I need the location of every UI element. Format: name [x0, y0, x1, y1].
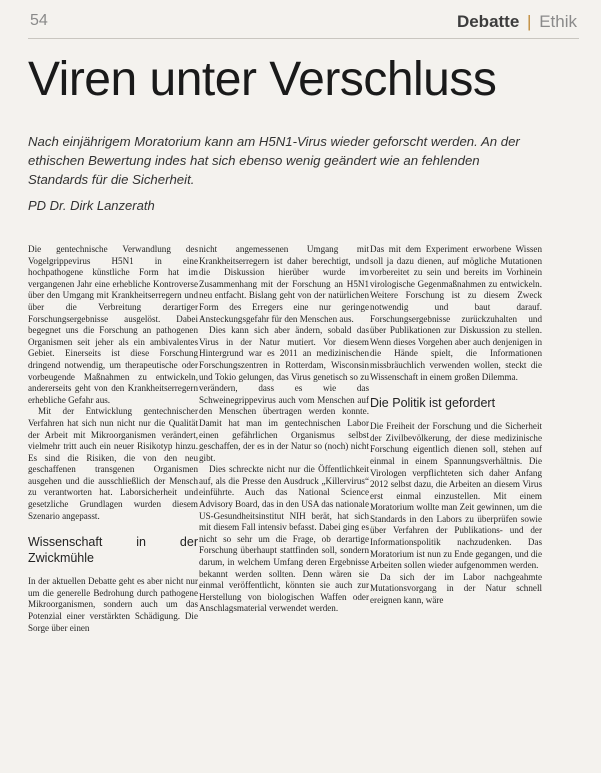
article-title: Viren unter Verschluss [28, 53, 497, 106]
page-number: 54 [30, 12, 48, 29]
paragraph: Mit der Entwicklung gentechnischer Verfahren hat sich nun nicht nur die Qualität der Arbeit mit Mikroorganismen verändert, vielmehr tritt auch ein neuer Risikotyp hinzu. Es sind die Risiken, die von den neu geschaffenen transgenen Organismen ausgehen und die ausschließlich der Mensch zu verantworten hat. Laborsicherheit und gesetzliche Grundlagen wurden diesem Szenario angepasst. [28, 406, 198, 521]
paragraph: Da sich der im Labor nachgeahmte Mutationsvorgang in der Natur schnell ereignen kann, wäre [370, 571, 542, 606]
paragraph: Die Freiheit der Forschung und die Sicherheit der Zivilbevölkerung, der diese medizinische Forschung eigentlich dienen soll, stehen auf einmal in einem Spannungsverhältnis. Die Virologen verpflichteten sich daher Anfang 2012 selbst dazu, die Arbeiten an diesem Virus erst einmal einzustellen. Mit einem Moratorium wollte man Zeit gewinnen, um die Standards in den Labors zu überprüfen sowie über Verfahren der Publikations- und der Informationspolitik nachzudenken. Das Moratorium ist nun zu Ende gegangen, und die Arbeiten sollen wieder aufgenommen werden. [370, 421, 542, 571]
subsection-label: Ethik [539, 12, 577, 31]
text-column-3 [370, 244, 542, 764]
subheading: Die Politik ist gefordert [370, 396, 496, 411]
article-author: PD Dr. Dirk Lanzerath [28, 198, 155, 213]
section-separator: | [527, 12, 532, 31]
text-column-1 [28, 244, 198, 764]
section-header [457, 12, 577, 32]
paragraph: nicht angemessenen Umgang mit Krankheitserregern ist daher berechtigt, und die Diskussion hierüber wurde im Zusammenhang mit der Forschung an H5N1 neu entfacht. Bislang geht von der natürlichen Form des Erregers eine nur geringe Ansteckungsgefahr für den Menschen aus. [199, 244, 369, 324]
text-column-2 [199, 244, 369, 764]
paragraph: Dies kann sich aber ändern, sobald das Virus in der Natur mutiert. Vor diesem Hintergrund war es 2011 an medizinischen Forschungszentren in Rotterdam, Wisconsin und Tokio gelungen, das Virus genetisch so zu verändern, dass es wie das Schweinegrippevirus auch vom Menschen auf den Menschen übertragen werden konnte. Damit hat man im gentechnischen Labor einen gefährlichen Organismus selbst geschaffen, der es in der Natur so (noch) nicht gibt. [199, 325, 369, 463]
paragraph: Die gentechnische Verwandlung des Vogelgrippevirus H5N1 in eine hochpathogene künstliche Form hat im vergangenen Jahr eine erhebliche Kontroverse über den Umgang mit Krankheitserregern und über die Verbreitung derartiger Forschungsergebnisse ausgelöst. Dabei begegnet uns die Forschung an pathogenen Organismen seit jeher als ein ambivalentes Gebiet. Einerseits ist diese Forschung dringend notwendig, um therapeutische oder vorbeugende Maßnahmen zu entwickeln, andererseits geht von den Krankheitserregern erhebliche Gefahr aus. [28, 244, 198, 405]
section-label: Debatte [456, 12, 520, 31]
paragraph: Das mit dem Experiment erworbene Wissen soll ja dazu dienen, auf mögliche Mutationen vorbereitet zu sein und bereits im Vorhinein virologische Gegenmaßnahmen zu entwickeln. Weitere Forschung ist zu diesem Zweck notwendig und baut darauf. Forschungsergebnisse zurückzuhalten und über Publikationen zur Diskussion zu stellen. Wenn dieses Vorgehen aber auch denjenigen in die Hände spielt, die Informationen missbräuchlich verwenden wollen, steckt die Wissenschaft in einem großen Dilemma. [370, 244, 542, 382]
subheading: Wissenschaft in der Zwickmühle [28, 535, 198, 566]
article-lead: Nach einjährigem Moratorium kann am H5N1-Virus wieder geforscht werden. An der ethischen Bewertung indes hat sich ebenso wenig geändert wie an fehlenden Standards für die Sicherheit. [28, 134, 520, 187]
header-rule [28, 38, 579, 39]
paragraph: Dies schreckte nicht nur die Öffentlichkeit auf, als die Presse den Ausdruck „Killervirus“ einführte. Auch das National Science Advisory Board, das in den USA das nationale US-Gesundheitsinstitut NIH berät, hat sich mit diesem Fall intensiv befasst. Dabei ging es nicht so sehr um die Frage, ob derartige Forschung überhaupt stattfinden soll, sondern darum, in welchem Umfang deren Ergebnisse bekannt werden sollten. Denn wären sie einmal veröffentlicht, könnten sie auch zur Herstellung von biologischen Waffen oder Anschlagsmaterial verwendet werden. [199, 464, 369, 614]
paragraph: In der aktuellen Debatte geht es aber nicht nur um die generelle Bedrohung durch pathogene Mikroorganismen, sondern auch um das Potenzial einer verstärkten Schädigung. Die Sorge über einen [28, 576, 198, 633]
